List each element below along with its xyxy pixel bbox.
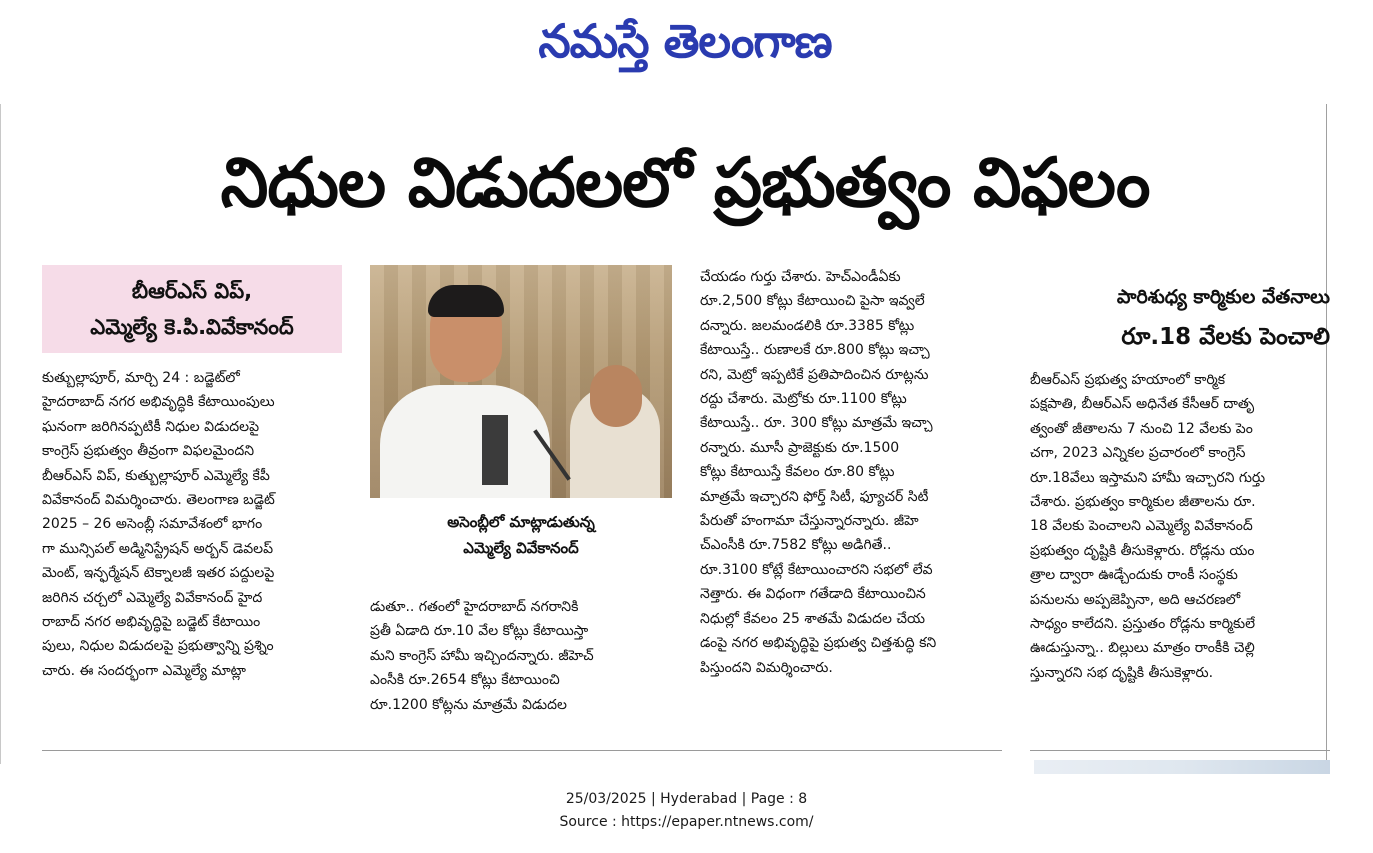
- text-line: మాత్రమే ఇచ్చారని ఫోర్త్ సిటీ, ఫ్యూచర్ సిటీ: [700, 488, 929, 505]
- text-line: రాబాద్ నగర అభివృద్ధిపై బడ్జెట్ కేటాయిం: [42, 614, 261, 631]
- text-line: పులు, నిధుల విడుదలపై ప్రభుత్వాన్ని ప్రశ్నిం: [42, 638, 274, 655]
- text-line: చేయడం గుర్తు చేశారు. హెచ్ఎండీఏకు: [700, 269, 901, 285]
- text-line: కేటాయిస్తే.. రుణాలకే రూ.800 కోట్లు ఇచ్చా: [700, 342, 930, 359]
- masthead-logo: [480, 6, 890, 76]
- text-line: పనులను అప్పజెప్పినా, అది ఆచరణలో: [1030, 591, 1241, 608]
- text-line: రని, మెట్రో ఇప్పటికే ప్రతిపాదించిన రూట్లను: [700, 366, 929, 383]
- text-line: ప్రతీ ఏడాది రూ.10 వేల కోట్లు కేటాయిస్తా: [370, 623, 589, 640]
- text-line: రద్దు చేశారు. మెట్రోకు రూ.1100 కోట్లు: [700, 391, 907, 408]
- text-line: నెత్తారు. ఈ విధంగా గతేడాది కేటాయించిన: [700, 586, 926, 603]
- article-column-3: [700, 265, 1006, 680]
- caption-line-2: ఎమ్మెల్యే వివేకానంద్: [463, 539, 579, 557]
- text-line: వివేకానంద్ విమర్శించారు. తెలంగాణ బడ్జెట్: [42, 492, 275, 509]
- text-line: చేశారు. ప్రభుత్వం కార్మికుల జీతాలను రూ.: [1030, 494, 1256, 511]
- text-line: కేటాయిస్తే.. రూ. 300 కోట్లు మాత్రమే ఇచ్చా: [700, 415, 933, 432]
- text-line: రన్నారు. మూసీ ప్రాజెక్టుకు రూ.1500: [700, 439, 900, 456]
- text-line: రూ.1200 కోట్లను మాత్రమే విడుదల: [370, 696, 567, 713]
- article-column-4: [1030, 368, 1330, 685]
- text-line: రూ.2,500 కోట్లు కేటాయించి పైసా ఇవ్వలే: [700, 293, 925, 310]
- text-line: 2025 – 26 అసెంబ్లీ సమావేశంలో భాగం: [42, 516, 263, 533]
- text-line: మెంట్, ఇన్ఫర్మేషన్ టెక్నాలజీ ఇతర పద్దులపై: [42, 565, 275, 582]
- mla-photo: [370, 265, 672, 498]
- text-line: చ్ఎంసీకి రూ.7582 కోట్లు అడిగితే..: [700, 537, 892, 554]
- text-line: రూ.18వేలు ఇస్తామని హామీ ఇచ్చారని గుర్తు: [1030, 469, 1266, 486]
- sidebar-headline: [1030, 272, 1330, 362]
- text-line: త్వంతో జీతాలను 7 నుంచి 12 వేలకు పెం: [1030, 420, 1253, 437]
- kicker-line-2: ఎమ్మెల్యే కె.పి.వివేకానంద్: [90, 315, 294, 339]
- text-line: కోట్లు కేటాయిస్తే కేవలం రూ.80 కోట్లు: [700, 464, 895, 481]
- main-headline: [40, 134, 1330, 234]
- text-line: ఘనంగా జరిగినప్పటికీ నిధుల విడుదలపై: [42, 418, 260, 435]
- kicker-line-1: బీఆర్ఎస్ విప్,: [131, 279, 253, 303]
- article-column-2: [370, 595, 674, 717]
- text-line: రూ.3100 కోట్లే కేటాయించారని సభలో లేవ: [700, 561, 933, 578]
- footer-source-line: Source : https://epaper.ntnews.com/: [559, 814, 814, 830]
- text-line: దన్నారు. జలమండలికి రూ.3385 కోట్లు: [700, 317, 915, 334]
- next-article-image-strip: [1034, 760, 1330, 774]
- left-border: [0, 104, 1, 764]
- text-line: కాంగ్రెస్ ప్రభుత్వం తీవ్రంగా విఫలమైందని: [42, 443, 255, 460]
- text-line: చగా, 2023 ఎన్నికల ప్రచారంలో కాంగ్రెస్: [1030, 445, 1246, 462]
- kicker-box: [42, 265, 342, 353]
- photo-caption: [370, 505, 672, 565]
- footer-date-line: 25/03/2025 | Hyderabad | Page : 8: [565, 791, 808, 807]
- text-line: డుతూ.. గతంలో హైదరాబాద్ నగరానికి: [370, 599, 579, 615]
- text-line: చారు. ఈ సందర్భంగా ఎమ్మెల్యే మాట్లా: [42, 662, 246, 679]
- text-line: బీఆర్ఎస్ విప్, కుత్బుల్లాపూర్ ఎమ్మెల్యే కేపీ: [42, 467, 270, 484]
- text-line: స్తున్నారని సభ దృష్టికి తీసుకెళ్లారు.: [1030, 664, 1214, 681]
- sidebar-headline-line-1: పారిశుధ్య కార్మికుల వేతనాలు: [1116, 286, 1330, 308]
- headline-text: నిధుల విడుదలలో ప్రభుత్వం విఫలం: [220, 144, 1150, 223]
- caption-line-1: అసెంబ్లీలో మాట్లాడుతున్న: [447, 513, 595, 531]
- text-line: కుత్బుల్లాపూర్, మార్చి 24 : బడ్జెట్‌లో: [42, 370, 240, 386]
- speaker-body: [380, 385, 550, 498]
- bottom-divider: [42, 750, 1002, 751]
- text-line: ఊడుస్తున్నా.. బిల్లులు మాత్రం రాంకీకి చెల్లి: [1030, 640, 1255, 657]
- article-column-1: [42, 366, 344, 683]
- speaker-hair: [428, 285, 504, 317]
- text-line: ఎంసీకి రూ.2654 కోట్లు కేటాయించి: [370, 672, 560, 689]
- text-line: సాధ్యం కాలేదని. ప్రస్తుతం రోడ్లను కార్మికులే: [1030, 616, 1256, 633]
- masthead-title: నమస్తే తెలంగాణ: [538, 14, 832, 68]
- text-line: జరిగిన చర్చలో ఎమ్మెల్యే వివేకానంద్ హైద: [42, 589, 263, 606]
- text-line: మని కాంగ్రెస్ హామీ ఇచ్చిందన్నారు. జీహెచ్: [370, 647, 594, 664]
- text-line: నిధుల్లో కేవలం 25 శాతమే విడుదల చేయ: [700, 610, 925, 627]
- text-line: పేరుతో హంగామా చేస్తున్నారన్నారు. జీహె: [700, 513, 919, 530]
- text-line: హైదరాబాద్ నగర అభివృద్ధికి కేటాయింపులు: [42, 394, 275, 411]
- background-person-head: [590, 365, 642, 427]
- speaker-scarf: [482, 415, 508, 485]
- text-line: త్రాల ద్వారా ఊడ్చేందుకు రాంకీ సంస్థకు: [1030, 567, 1238, 584]
- text-line: పిస్తుందని విమర్శించారు.: [700, 659, 833, 676]
- text-line: బీఆర్ఎస్ ప్రభుత్వ హయాంలో కార్మిక: [1030, 372, 1226, 388]
- bottom-divider-right: [1030, 750, 1330, 751]
- text-line: పక్షపాతి, బీఆర్ఎస్ అధినేత కేసీఆర్ దాతృ: [1030, 396, 1255, 413]
- text-line: 18 వేలకు పెంచాలని ఎమ్మెల్యే వివేకానంద్: [1030, 518, 1253, 535]
- text-line: డంపై నగర అభివృద్ధిపై ప్రభుత్వ చిత్తశుద్ధి కని: [700, 635, 937, 652]
- page-footer: [0, 788, 1373, 834]
- sidebar-headline-line-2: రూ.18 వేలకు పెంచాలి: [1121, 324, 1330, 350]
- text-line: ప్రభుత్వం దృష్టికి తీసుకెళ్లారు. రోడ్లను యం: [1030, 542, 1255, 559]
- text-line: గా మున్సిపల్ అడ్మినిస్ట్రేషన్ అర్బన్ డెవలప్: [42, 540, 274, 557]
